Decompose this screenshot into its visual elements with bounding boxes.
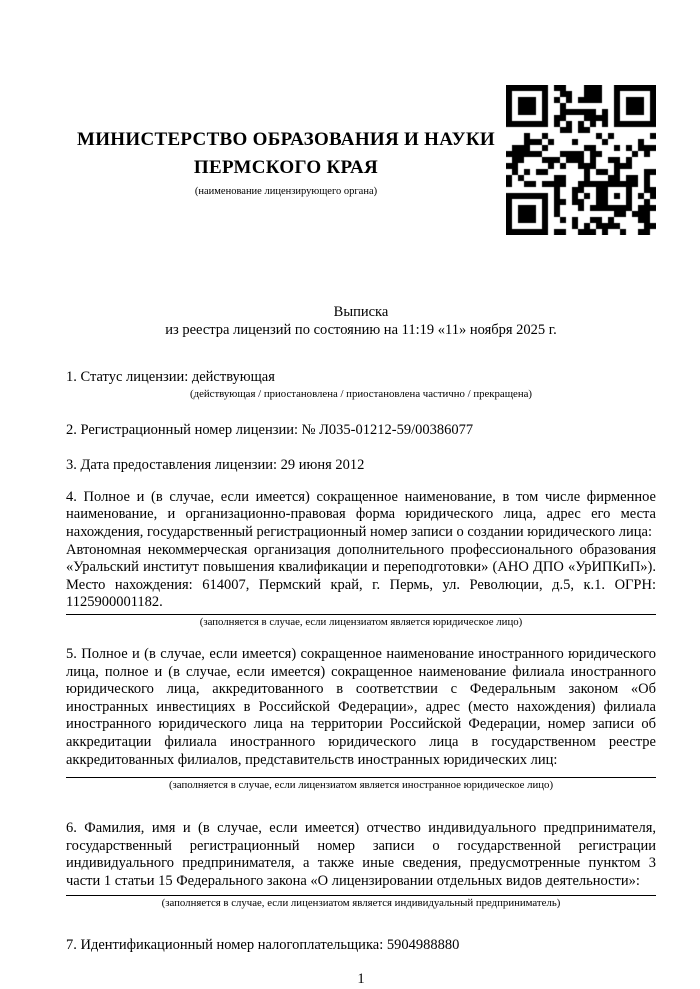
field-4-underline bbox=[66, 614, 656, 615]
field-1-hint: (действующая / приостановлена / приостановлена частично / прекращена) bbox=[190, 387, 532, 400]
field-6-label: 6. Фамилия, имя и (в случае, если имеется) отчество индивидуального предпринимателя, государственный регистрационный номер записи о государственной регистрации индивидуального предпринимателя, а также иные сведения, предусмотренные пунктом 3 части 1 статьи 15 Федерального закона «О лицензировании отдельных видов деятельности»: bbox=[66, 820, 656, 889]
qr-code bbox=[506, 85, 656, 235]
document-title-block bbox=[66, 303, 656, 339]
licensing-authority-hint: (наименование лицензирующего органа) bbox=[194, 186, 378, 197]
field-2-registration-number: 2. Регистрационный номер лицензии: № Л035-01212-59/00386077 bbox=[66, 421, 474, 438]
field-7-taxpayer-number: 7. Идентификационный номер налогоплательщика: 5904988880 bbox=[66, 937, 460, 954]
field-5-underline bbox=[66, 777, 656, 778]
field-1-status: 1. Статус лицензии: действующая bbox=[66, 369, 275, 385]
ministry-name-line1: МИНИСТЕРСТВО ОБРАЗОВАНИЯ И НАУКИ bbox=[76, 129, 496, 150]
document-header bbox=[66, 0, 656, 235]
field-5-hint: (заполняется в случае, если лицензиатом является иностранное юридическое лицо) bbox=[168, 779, 554, 792]
field-4-label: 4. Полное и (в случае, если имеется) сокращенное наименование, в том числе фирменное наименование, и организационно-правовая форма юридического лица, адрес его места нахождения, государственный регистрационный номер записи о создании юридического лица: bbox=[66, 488, 656, 540]
field-4-value: Автономная некоммерческая организация дополнительного профессионального образования «Уральский институт повышения квалификации и переподготовки» (АНО ДПО «УрИПКиП»). Место нахождения: 614007, Пермский край, г. Пермь, ул. Революции, д.5, к.1. ОГРН: 1125900001182. bbox=[66, 541, 656, 611]
document-subtitle: из реестра лицензий по состоянию на 11:19 «11» ноября 2025 г. bbox=[165, 322, 557, 338]
field-3-license-date: 3. Дата предоставления лицензии: 29 июня 2012 bbox=[66, 457, 365, 474]
field-5-label: 5. Полное и (в случае, если имеется) сокращенное наименование иностранного юридического лица, полное и (в случае, если имеется) сокращенное наименование филиала иностранного юридического лица, аккредитованного в соответствии с Федеральным законом «Об иностранных инвестициях в Российской Федерации», адрес (место нахождения) филиала иностранного юридического лица на территории Российской Федерации, номер записи об аккредитации филиала иностранного юридического лица в государственном реестре аккредитованных филиалов, представительств иностранных юридических лиц: bbox=[66, 645, 656, 768]
field-6-underline bbox=[66, 895, 656, 896]
licensing-authority-block bbox=[66, 0, 506, 198]
field-4-hint: (заполняется в случае, если лицензиатом является юридическое лицо) bbox=[199, 615, 523, 628]
page-number: 1 bbox=[357, 971, 365, 988]
document-title: Выписка bbox=[333, 304, 389, 320]
qr-code-image bbox=[506, 85, 656, 235]
field-6-hint: (заполняется в случае, если лицензиатом является индивидуальный предприниматель) bbox=[161, 897, 561, 910]
ministry-name-line2: ПЕРМСКОГО КРАЯ bbox=[193, 157, 379, 178]
